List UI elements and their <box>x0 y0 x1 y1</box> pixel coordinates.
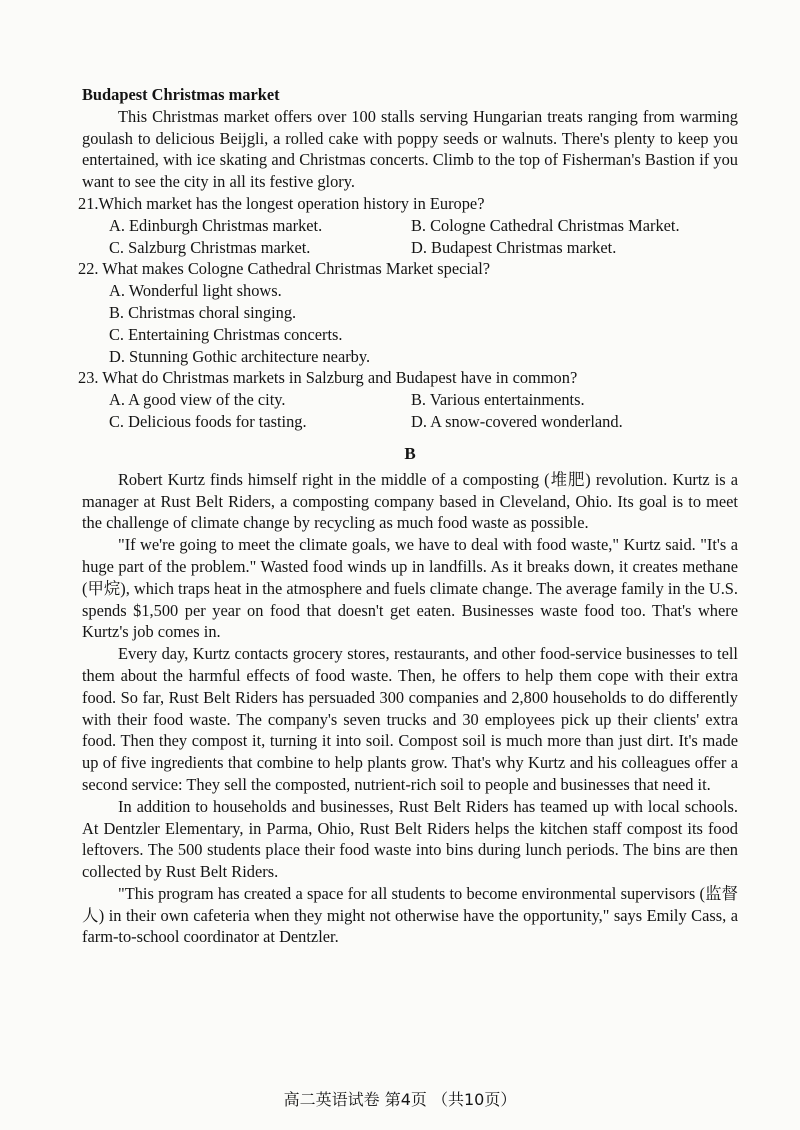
page-footer: 高二英语试卷 第4页 （共10页） <box>283 1090 517 1109</box>
question-stem: 22. What makes Cologne Cathedral Christmas Market special? <box>78 259 491 279</box>
question-22 <box>78 258 738 367</box>
section-label: B <box>404 443 416 463</box>
paragraph: "This program has created a space for all students to become environmental supervisors (监督人) in their own cafeteria when they might not otherwise have the opportunity," says Emily Cass, a farm-to-school coordinator at Dentzler. <box>82 883 738 947</box>
paragraph: Every day, Kurtz contacts grocery stores, restaurants, and other food-service businesses to tell them about the harmful effects of food waste. Then, he offers to help them cope with their extra food. So far, Rust Belt Riders has persuaded 300 companies and 2,800 households to do differently with their food waste. The company's seven trucks and 30 employees pick up their clients' extra food. Then they compost it, turning it into soil. Compost soil is much more than just dirt. It's made up of five ingredients that combine to help plants grow. That's why Kurtz and his colleagues offer a second service: They sell the composted, nutrient-rich soil to people and businesses that need it. <box>82 644 738 794</box>
option-d: D. A snow-covered wonderland. <box>411 411 623 431</box>
option-b: B. Christmas choral singing. <box>109 302 297 322</box>
question-23 <box>78 367 738 432</box>
option-a: A. A good view of the city. <box>109 390 286 410</box>
options <box>82 280 738 367</box>
option-a: A. Edinburgh Christmas market. <box>109 215 323 235</box>
page-content <box>78 84 739 948</box>
option-a: A. Wonderful light shows. <box>109 281 282 301</box>
options <box>82 215 738 259</box>
paragraph: Robert Kurtz finds himself right in the middle of a composting (堆肥) revolution. Kurtz is a manager at Rust Belt Riders, a composting company based in Cleveland, Ohio. Its goal is to meet the challenge of climate change by recycling as much food waste as possible. <box>82 469 738 533</box>
option-b: B. Various entertainments. <box>411 390 585 410</box>
options <box>82 389 738 433</box>
question-21 <box>78 193 738 258</box>
question-stem: 23. What do Christmas markets in Salzburg and Budapest have in common? <box>78 368 578 388</box>
paragraph: This Christmas market offers over 100 stalls serving Hungarian treats ranging from warming goulash to delicious Beijgli, a rolled cake with poppy seeds or walnuts. There's plenty to keep you entertained, with ice skating and Christmas concerts. Climb to the top of Fisherman's Bastion if you want to see the city in all its festive glory. <box>82 106 738 192</box>
section-heading: Budapest Christmas market <box>82 85 280 104</box>
option-c: C. Entertaining Christmas concerts. <box>109 324 343 344</box>
option-d: D. Budapest Christmas market. <box>411 237 617 257</box>
paragraph: "If we're going to meet the climate goals, we have to deal with food waste," Kurtz said. "It's a huge part of the problem." Wasted food winds up in landfills. As it breaks down, it creates methane (甲烷), which traps heat in the atmosphere and fuels climate change. The average family in the U.S. spends $1,500 per year on food that doesn't get eaten. Businesses waste food too. That's where Kurtz's job comes in. <box>82 535 739 642</box>
question-stem: 21.Which market has the longest operation history in Europe? <box>78 193 485 213</box>
option-d: D. Stunning Gothic architecture nearby. <box>109 346 371 366</box>
paragraph: In addition to households and businesses, Rust Belt Riders has teamed up with local schools. At Dentzler Elementary, in Parma, Ohio, Rust Belt Riders helps the kitchen staff compost its food leftovers. The 500 students place their food waste into bins during lunch periods. The bins are then collected by Rust Belt Riders. <box>82 796 738 882</box>
option-c: C. Delicious foods for tasting. <box>109 411 307 431</box>
option-c: C. Salzburg Christmas market. <box>109 237 311 257</box>
option-b: B. Cologne Cathedral Christmas Market. <box>411 215 680 235</box>
